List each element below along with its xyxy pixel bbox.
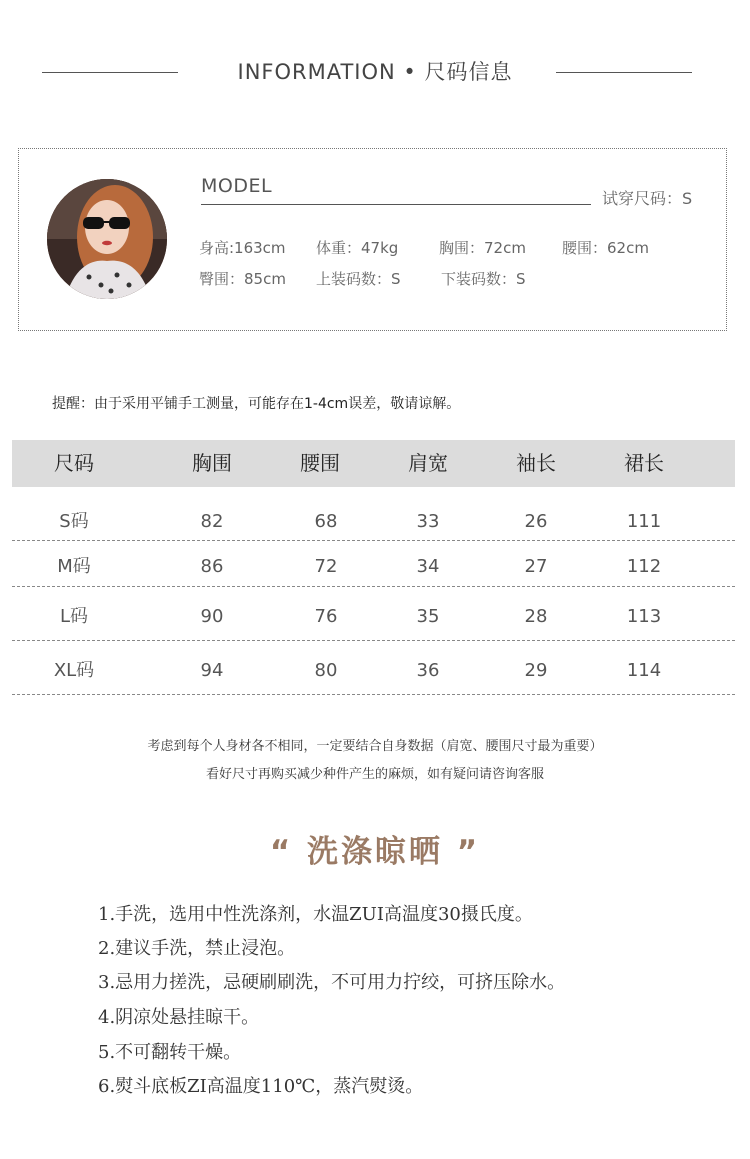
cell-length: 111 — [626, 511, 662, 532]
table-row — [12, 648, 735, 693]
cell-shoulder: 33 — [416, 511, 440, 532]
cell-waist: 80 — [314, 660, 338, 681]
model-label: MODEL — [201, 175, 273, 197]
model-avatar — [47, 179, 167, 299]
cell-shoulder: 35 — [416, 606, 440, 627]
size-advice-line-1: 考虑到每个人身材各不相同，一定要结合自身数据（肩宽、腰围尺寸最为重要） — [147, 739, 603, 754]
measurement-notice: 提醒：由于采用平铺手工测量，可能存在1-4cm误差，敬请谅解。 — [52, 396, 461, 412]
cell-bust: 90 — [200, 606, 224, 627]
header-size: 尺码 — [54, 451, 94, 475]
row-divider — [12, 640, 735, 641]
cell-sleeve: 28 — [524, 606, 548, 627]
cell-size: M码 — [57, 556, 91, 577]
model-photo-icon — [47, 179, 167, 299]
header-bust: 胸围 — [192, 451, 232, 475]
table-row — [12, 594, 735, 639]
model-underline — [201, 204, 591, 205]
wash-instruction: 6.熨斗底板ZI高温度110℃，蒸汽熨烫。 — [98, 1076, 424, 1097]
header-sleeve: 袖长 — [516, 451, 556, 475]
cell-sleeve: 29 — [524, 660, 548, 681]
cell-sleeve: 27 — [524, 556, 548, 577]
cell-shoulder: 34 — [416, 556, 440, 577]
cell-waist: 68 — [314, 511, 338, 532]
cell-bust: 94 — [200, 660, 224, 681]
cell-shoulder: 36 — [416, 660, 440, 681]
cell-size: L码 — [59, 606, 89, 627]
model-card — [18, 148, 727, 331]
wash-instruction: 4.阴凉处悬挂晾干。 — [98, 1007, 260, 1028]
header-divider-right — [556, 72, 692, 73]
model-top-size: 上装码数：S — [316, 270, 401, 288]
row-divider — [12, 540, 735, 541]
cell-bust: 82 — [200, 511, 224, 532]
model-height: 身高:163cm — [199, 239, 286, 257]
wash-instruction: 5.不可翻转干燥。 — [98, 1042, 242, 1063]
wash-section-title: “ 洗涤晾晒 ” — [269, 834, 481, 870]
cell-bust: 86 — [200, 556, 224, 577]
cell-sleeve: 26 — [524, 511, 548, 532]
size-table-header — [12, 440, 735, 487]
cell-waist: 76 — [314, 606, 338, 627]
model-bottom-size: 下装码数：S — [441, 270, 526, 288]
cell-size: XL码 — [53, 660, 95, 681]
model-waist: 腰围：62cm — [562, 239, 649, 257]
cell-length: 113 — [626, 606, 662, 627]
try-size: 试穿尺码：S — [602, 189, 693, 208]
model-weight: 体重：47kg — [316, 239, 399, 257]
model-hip: 臀围：85cm — [199, 270, 286, 288]
row-divider — [12, 694, 735, 695]
cell-length: 112 — [626, 556, 662, 577]
header-waist: 腰围 — [300, 451, 340, 475]
cell-size: S码 — [59, 511, 89, 532]
cell-waist: 72 — [314, 556, 338, 577]
wash-instruction: 2.建议手洗，禁止浸泡。 — [98, 938, 296, 959]
size-advice-line-2: 看好尺寸再购买减少种件产生的麻烦，如有疑问请咨询客服 — [205, 767, 544, 782]
table-row — [12, 499, 735, 544]
wash-instruction: 3.忌用力搓洗，忌硬刷刷洗，不可用力拧绞，可挤压除水。 — [98, 972, 566, 993]
page-title: INFORMATION • 尺码信息 — [237, 60, 513, 84]
wash-instruction: 1.手洗，选用中性洗涤剂，水温ZUI高温度30摄氏度。 — [98, 904, 533, 925]
header-length: 裙长 — [624, 451, 664, 475]
model-bust: 胸围：72cm — [439, 239, 526, 257]
row-divider — [12, 586, 735, 587]
table-row — [12, 544, 735, 589]
cell-length: 114 — [626, 660, 662, 681]
header-shoulder: 肩宽 — [408, 451, 448, 475]
